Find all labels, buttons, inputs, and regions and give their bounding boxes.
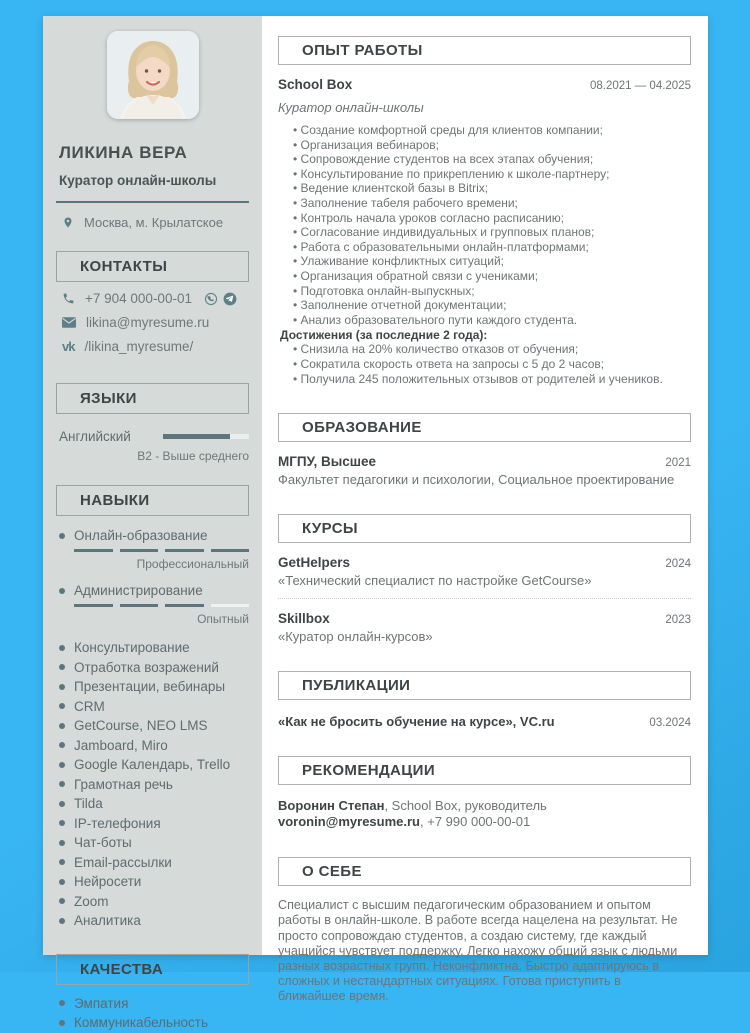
skill-item: Zoom <box>56 892 249 912</box>
duty-item: • Контроль начала уроков согласно расписанию; <box>293 211 691 226</box>
duties-list <box>278 123 691 327</box>
language-row <box>56 429 249 444</box>
phone-row <box>56 291 249 306</box>
course-title: «Куратор онлайн-курсов» <box>278 629 433 645</box>
skill-item: Аналитика <box>56 911 249 931</box>
skill-segment <box>74 549 113 552</box>
vk-handle: /likina_myresume/ <box>84 339 194 354</box>
publication-row <box>278 714 691 729</box>
publication-date: 03.2024 <box>649 717 691 730</box>
achievement-item: • Получила 245 положительных отзывов от родителей и учеников. <box>293 372 691 387</box>
skill-segment <box>165 549 204 552</box>
course-year: 2023 <box>665 614 691 627</box>
skill-segment <box>165 604 204 607</box>
duty-item: • Организация обратной связи с учениками; <box>293 269 691 284</box>
experience-dates: 08.2021 — 04.2025 <box>589 80 691 92</box>
main-content <box>262 16 708 1004</box>
rated-skill-level: Опытный <box>197 612 249 626</box>
company-name: School Box <box>278 77 353 92</box>
rated-skill-name: Администрирование <box>74 583 203 598</box>
bullet-dot <box>59 588 65 594</box>
duty-item: • Создание комфортной среды для клиентов компании; <box>293 123 691 138</box>
quality-item: Эмпатия <box>56 994 249 1014</box>
bullet-dot <box>59 645 65 651</box>
messenger-icons <box>204 292 237 306</box>
duty-item: • Заполнение отчетной документации; <box>293 298 691 313</box>
language-name: Английский <box>59 429 131 444</box>
bullet-dot <box>59 859 65 865</box>
skill-item: Google Календарь, Trello <box>56 755 249 775</box>
language-level-label: B2 - Выше среднего <box>137 449 249 463</box>
skill-item: Чат-боты <box>56 833 249 853</box>
whatsapp-icon <box>204 292 218 306</box>
bullet-dot <box>59 840 65 846</box>
duty-item: • Организация вебинаров; <box>293 138 691 153</box>
profile-photo-illustration <box>107 31 199 119</box>
skill-item: Tilda <box>56 794 249 814</box>
reference-email: voronin@myresume.ru <box>278 814 420 830</box>
bullet-dot <box>59 664 65 670</box>
rated-skill <box>56 583 249 626</box>
skill-segment <box>211 549 250 552</box>
email-text: likina@myresume.ru <box>86 315 210 330</box>
skill-item: Email-рассылки <box>56 853 249 873</box>
duty-item: • Заполнение табеля рабочего времени; <box>293 196 691 211</box>
sidebar <box>43 16 262 1031</box>
about-text: Специалист с высшим педагогическим образованием и опытом работы в онлайн-школе. В работе всегда нацелена на результат. Не просто сопровождаю студентов, а создаю систему, где каждый учащийся чувствует поддержку. Легко нахожу общий язык с людьми разных возрастных групп. Неконфликтна. Быстро адаптируюсь в сложных и нестандартных ситуациях. Готова приступить в ближайшее время. <box>278 898 678 1004</box>
course-provider: GetHelpers <box>278 555 351 571</box>
profile-name: ЛИКИНА ВЕРА <box>59 143 188 162</box>
phone-number: +7 904 000-00-01 <box>85 291 192 306</box>
reference-name-detail: , School Box, руководитель <box>384 798 547 814</box>
bullet-dot <box>59 684 65 690</box>
duty-item: • Ведение клиентской базы в Bitrix; <box>293 181 691 196</box>
language-progress-bar <box>163 434 249 439</box>
education-school: МГПУ, Высшее <box>278 454 377 470</box>
bullet-dot <box>59 879 65 885</box>
reference-entry <box>278 798 691 830</box>
bullet-dot <box>59 742 65 748</box>
duty-item: • Анализ образовательного пути каждого студента. <box>293 313 691 328</box>
skill-item: Отработка возражений <box>56 658 249 678</box>
courses-divider <box>278 598 691 599</box>
references-header: РЕКОМЕНДАЦИИ <box>278 756 691 785</box>
skill-segment <box>120 549 159 552</box>
achievement-item: • Сократила скорость ответа на запросы с 5 до 2 часов; <box>293 357 691 372</box>
vk-row <box>56 339 249 354</box>
bullet-dot <box>59 703 65 709</box>
bullet-dot <box>59 898 65 904</box>
bullet-dot <box>59 533 65 539</box>
rated-skill-name: Онлайн-образование <box>74 528 208 543</box>
education-details: Факультет педагогики и психологии, Социальное проектирование <box>278 472 675 488</box>
duty-item: • Консультирование по прикреплению к школе-партнеру; <box>293 167 691 182</box>
duty-item: • Работа с образовательными онлайн-платформами; <box>293 240 691 255</box>
skill-item: Нейросети <box>56 872 249 892</box>
location-pin-icon <box>62 215 74 230</box>
email-icon <box>62 317 76 328</box>
education-year: 2021 <box>665 457 691 470</box>
profile-photo-wrap <box>56 31 249 119</box>
bullet-dot <box>59 801 65 807</box>
phone-icon <box>62 292 75 305</box>
experience-company-row <box>278 77 691 92</box>
publication-title: «Как не бросить обучение на курсе», VC.ru <box>278 714 555 730</box>
achievements-list <box>278 342 691 386</box>
courses-header: КУРСЫ <box>278 514 691 543</box>
qualities-header: КАЧЕСТВА <box>56 954 249 985</box>
skill-segment <box>120 604 159 607</box>
languages-header: ЯЗЫКИ <box>56 383 249 414</box>
contacts-header: КОНТАКТЫ <box>56 251 249 282</box>
rated-skill-level: Профессиональный <box>136 557 249 571</box>
plain-skill-list <box>56 638 249 931</box>
reference-phone: , +7 990 000-00-01 <box>420 814 531 830</box>
duty-item: • Улаживание конфликтных ситуаций; <box>293 254 691 269</box>
location-row <box>56 215 249 230</box>
publications-header: ПУБЛИКАЦИИ <box>278 671 691 700</box>
skill-item: Консультирование <box>56 638 249 658</box>
bullet-dot <box>59 781 65 787</box>
profile-job-title: Куратор онлайн-школы <box>59 173 217 188</box>
duty-item: • Сопровождение студентов на всех этапах обучения; <box>293 152 691 167</box>
bullet-dot <box>59 820 65 826</box>
telegram-icon <box>223 292 237 306</box>
skill-item: Jamboard, Miro <box>56 736 249 756</box>
duty-item: • Подготовка онлайн-выпускных; <box>293 284 691 299</box>
bullet-dot <box>59 1020 65 1026</box>
vk-icon: vk <box>62 339 75 354</box>
course-title: «Технический специалист по настройке GetCourse» <box>278 573 592 589</box>
skill-item: Презентации, вебинары <box>56 677 249 697</box>
course-entry <box>278 611 691 644</box>
location-text: Москва, м. Крылатское <box>84 215 224 230</box>
duty-item: • Согласование индивидуальных и групповых планов; <box>293 225 691 240</box>
qualities-list <box>56 994 249 1033</box>
experience-header: ОПЫТ РАБОТЫ <box>278 36 691 65</box>
bullet-dot <box>59 762 65 768</box>
quality-item: Коммуникабельность <box>56 1013 249 1033</box>
email-row <box>56 315 249 330</box>
skill-segment <box>74 604 113 607</box>
profile-photo <box>107 31 199 119</box>
skill-item: IP-телефония <box>56 814 249 834</box>
skill-segments <box>74 549 249 552</box>
course-year: 2024 <box>665 558 691 571</box>
bullet-dot <box>59 1000 65 1006</box>
skill-item: CRM <box>56 697 249 717</box>
skill-item: GetCourse, NEO LMS <box>56 716 249 736</box>
about-header: О СЕБЕ <box>278 857 691 886</box>
skill-item: Грамотная речь <box>56 775 249 795</box>
bullet-dot <box>59 723 65 729</box>
education-row <box>278 454 691 469</box>
skills-header: НАВЫКИ <box>56 485 249 516</box>
position-title: Куратор онлайн-школы <box>278 100 424 115</box>
achievement-item: • Снизила на 20% количество отказов от обучения; <box>293 342 691 357</box>
resume-sheet <box>43 16 708 1031</box>
course-provider: Skillbox <box>278 611 330 627</box>
sidebar-divider <box>56 201 249 203</box>
rated-skill <box>56 528 249 571</box>
skill-segment <box>211 604 250 607</box>
skill-segments <box>74 604 249 607</box>
bullet-dot <box>59 918 65 924</box>
education-header: ОБРАЗОВАНИЕ <box>278 413 691 442</box>
achievements-title: Достижения (за последние 2 года): <box>280 328 488 343</box>
course-entry <box>278 555 691 588</box>
reference-name: Воронин Степан <box>278 798 385 814</box>
